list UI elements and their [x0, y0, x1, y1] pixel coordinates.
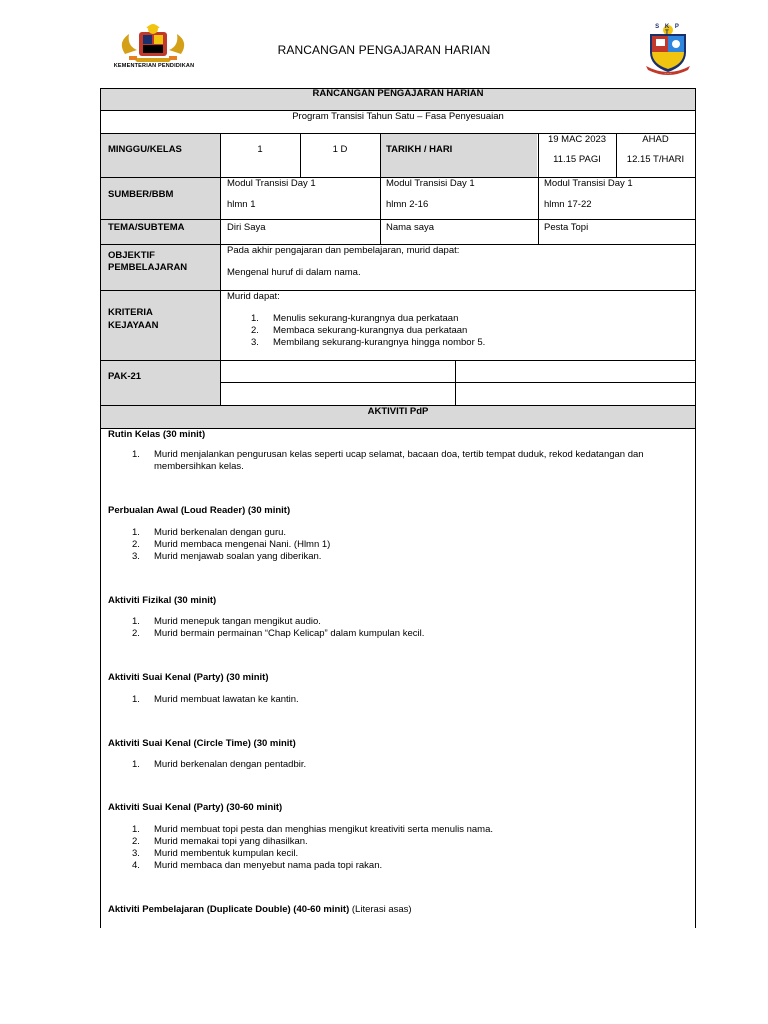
list-number: 3.: [132, 551, 140, 562]
list-number: 1.: [132, 616, 140, 627]
activity-title-note: (Literasi asas): [351, 904, 412, 915]
kriteria-label-line2: KEJAYAAN: [108, 320, 159, 331]
list-item: [108, 539, 698, 551]
list-text: Murid membuat lawatan ke kantin.: [154, 694, 299, 705]
sumber-pages-1: hlmn 1: [227, 199, 256, 210]
activity-title-circle-time: Aktiviti Suai Kenal (Circle Time) (30 minit): [108, 738, 296, 749]
list-text: Murid menjawab soalan yang diberikan.: [154, 551, 322, 562]
activity-list-perbualan: [108, 527, 698, 563]
kriteria-label-line1: KRITERIA: [108, 307, 153, 318]
list-text: Menulis sekurang-kurangnya dua perkataan: [273, 313, 459, 324]
table-title: RANCANGAN PENGAJARAN HARIAN: [312, 88, 484, 99]
day-value: AHAD: [642, 134, 669, 145]
tema-subtema-label: TEMA/SUBTEMA: [108, 222, 185, 233]
list-number: 2.: [132, 836, 140, 847]
list-text: Membilang sekurang-kurangnya hingga nombor 5.: [273, 337, 486, 348]
list-number: 1.: [132, 824, 140, 835]
sumber-pages-3: hlmn 17-22: [544, 199, 592, 210]
list-item: [108, 824, 698, 836]
list-number: 1.: [132, 449, 140, 460]
table-subtitle: Program Transisi Tahun Satu – Fasa Penyesuaian: [292, 111, 504, 122]
time-value: 11.15 PAGI: [553, 154, 601, 165]
list-text: Murid berkenalan dengan guru.: [154, 527, 287, 538]
list-item: [108, 759, 698, 771]
sumber-module-2: Modul Transisi Day 1: [386, 178, 475, 189]
sumber-pages-2: hlmn 2-16: [386, 199, 429, 210]
activity-list-rutin: [108, 449, 698, 473]
list-text: Murid menepuk tangan mengikut audio.: [154, 616, 321, 627]
list-number: 1.: [132, 759, 140, 770]
activity-title-party-1: Aktiviti Suai Kenal (Party) (30 minit): [108, 672, 269, 683]
list-text: Murid membaca dan menyebut nama pada topi rakan.: [154, 860, 383, 871]
list-item: [108, 694, 698, 706]
tema-value-2: Nama saya: [386, 222, 435, 233]
kelas-value: 1 D: [332, 144, 348, 155]
minggu-value: 1: [257, 144, 263, 155]
sumber-module-1: Modul Transisi Day 1: [227, 178, 316, 189]
activity-title-text: Aktiviti Pembelajaran (Duplicate Double) (40-60 minit): [108, 904, 350, 915]
list-item: [108, 551, 698, 563]
list-number: 2.: [251, 325, 259, 336]
kriteria-intro: Murid dapat:: [227, 291, 280, 302]
list-item: [108, 616, 698, 628]
tarikh-label-bg: [380, 133, 537, 177]
activity-list-circle-time: [108, 759, 698, 771]
list-text: membersihkan kelas.: [154, 461, 244, 472]
day-time-value: 12.15 T/HARI: [626, 154, 685, 165]
activity-title-fizikal: Aktiviti Fizikal (30 minit): [108, 595, 217, 606]
activity-title-duplicate-double: [108, 904, 412, 915]
list-number: 1.: [132, 527, 140, 538]
list-text: Murid berkenalan dengan pentadbir.: [154, 759, 307, 770]
list-item: [108, 449, 698, 461]
activity-list-party-1: [108, 694, 698, 706]
list-item: [108, 527, 698, 539]
pak21-label: PAK-21: [108, 371, 142, 382]
tema-value-1: Diri Saya: [227, 222, 266, 233]
school-badge-label: S K P T: [655, 24, 681, 36]
tema-value-3: Pesta Topi: [544, 222, 589, 233]
list-number: 1.: [132, 694, 140, 705]
activity-title-rutin: Rutin Kelas (30 minit): [108, 429, 206, 440]
list-number: 2.: [132, 628, 140, 639]
tarikh-hari-label: TARIKH / HARI: [386, 144, 453, 155]
list-number: 2.: [132, 539, 140, 550]
page-title: RANCANGAN PENGAJARAN HARIAN: [277, 43, 491, 57]
list-text: Murid membuat topi pesta dan menghias mengikut kreativiti serta menulis nama.: [154, 824, 493, 835]
sumber-module-3: Modul Transisi Day 1: [544, 178, 633, 189]
sumber-bbm-label: SUMBER/BBM: [108, 189, 174, 200]
list-item: [108, 848, 698, 860]
activity-title-party-2: Aktiviti Suai Kenal (Party) (30-60 minit): [108, 802, 283, 813]
list-number: 1.: [251, 313, 259, 324]
kriteria-list: [227, 313, 687, 349]
objektif-text: Mengenal huruf di dalam nama.: [227, 267, 361, 278]
list-number: 3.: [251, 337, 259, 348]
objektif-label-line1: OBJEKTIF: [108, 250, 155, 261]
objektif-label-line2: PEMBELAJARAN: [108, 262, 188, 273]
objektif-intro: Pada akhir pengajaran dan pembelajaran, murid dapat:: [227, 245, 460, 256]
list-item: [227, 337, 687, 349]
activity-list-fizikal: [108, 616, 698, 640]
ministry-name: KEMENTERIAN PENDIDIKAN: [113, 63, 195, 69]
list-text: Murid membaca mengenai Nani. (Hlmn 1): [154, 539, 331, 550]
svg-text:~~~: ~~~: [664, 71, 672, 75]
minggu-kelas-label: MINGGU/KELAS: [108, 144, 182, 155]
aktiviti-header: AKTIVITI PdP: [367, 406, 429, 417]
list-item: [108, 836, 698, 848]
activity-title-perbualan: Perbualan Awal (Loud Reader) (30 minit): [108, 505, 291, 516]
list-text: Murid menjalankan pengurusan kelas seperti ucap selamat, bacaan doa, tertib tempat duduk, rekod kedatangan dan: [154, 449, 644, 460]
list-text: Murid membentuk kumpulan kecil.: [154, 848, 299, 859]
list-item: [108, 628, 698, 640]
activity-list-party-2: [108, 824, 698, 872]
list-text: Murid memakai topi yang dihasilkan.: [154, 836, 308, 847]
list-text: Murid bermain permainan “Chap Kelicap” dalam kumpulan kecil.: [154, 628, 425, 639]
list-number: 4.: [132, 860, 140, 871]
list-number: 3.: [132, 848, 140, 859]
list-item: [227, 325, 687, 337]
date-value: 19 MAC 2023: [547, 134, 607, 145]
list-item: [108, 860, 698, 872]
list-item: [227, 313, 687, 325]
list-item-continued: [108, 461, 698, 473]
list-text: Membaca sekurang-kurangnya dua perkataan: [273, 325, 468, 336]
